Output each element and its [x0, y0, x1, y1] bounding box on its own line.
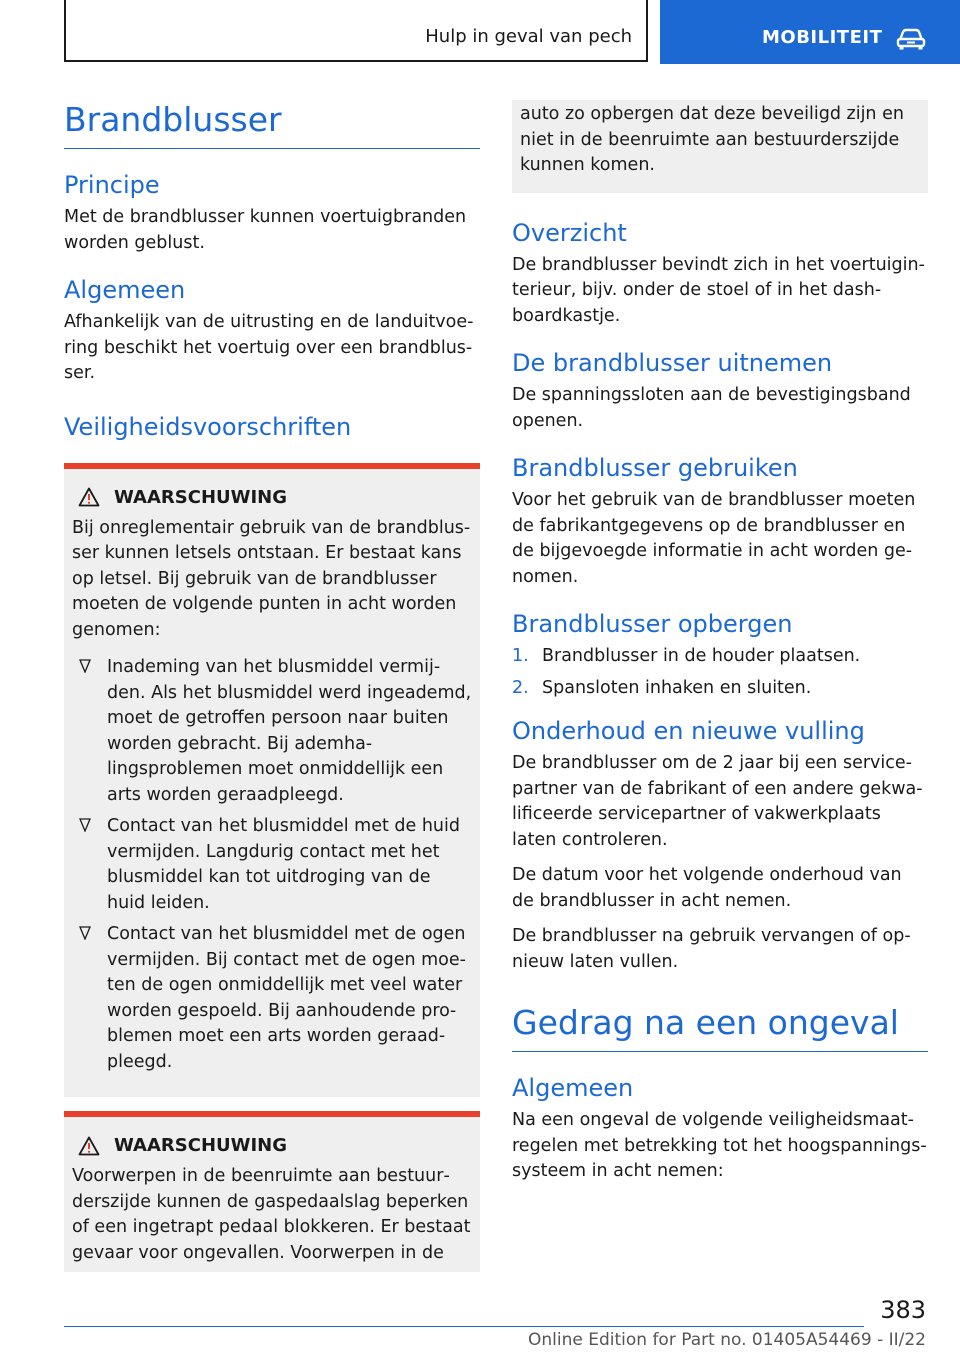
section-title-block	[512, 1001, 928, 1052]
step-text: Brandblusser in de houder plaatsen.	[542, 646, 861, 666]
warning-triangle-icon	[78, 1136, 100, 1156]
step-text: Spansloten inhaken en sluiten.	[542, 677, 812, 698]
warning-label: WAARSCHUWING	[114, 1135, 288, 1156]
heading-algemeen: Algemeen	[64, 276, 186, 304]
heading-opbergen: Brandblusser opbergen	[512, 610, 793, 638]
triangle-bullet-icon	[79, 659, 91, 673]
heading-uitnemen: De brandblusser uitnemen	[512, 349, 833, 377]
warning-header	[72, 487, 472, 508]
warning-text: Bij onreglementair gebruik van de brandblusser kunnen letsels ontstaan. Er bestaat kans op letsel. Bij gebruik van de brandblusser moeten de volgende punten in acht worden genomen:	[72, 517, 471, 640]
triangle-bullet-icon	[79, 818, 91, 832]
triangle-bullet-icon	[79, 926, 91, 940]
step-number: 1.	[512, 646, 529, 666]
paragraph-onderhoud-3: De brandblusser na gebruik vervangen of opnieuw laten vullen.	[512, 926, 911, 972]
warning-continuation	[512, 100, 928, 193]
step-number: 2.	[512, 677, 529, 698]
heading-gebruiken: Brandblusser gebruiken	[512, 454, 798, 482]
list-item-text: Contact van het blusmiddel met de huid vermijden. Langdurig contact met het blusmiddel kan tot uitdroging van de huid leiden.	[107, 816, 460, 913]
header-section-box	[64, 0, 648, 62]
list-item	[72, 655, 472, 808]
section-title-gedrag: Gedrag na een ongeval	[512, 1003, 899, 1042]
page-title: Brandblusser	[64, 100, 282, 139]
warning-triangle-icon	[78, 487, 100, 507]
footer-rule	[64, 1326, 864, 1327]
warning-label: WAARSCHUWING	[114, 486, 288, 508]
step-item	[512, 644, 928, 670]
list-item	[72, 922, 472, 1075]
steps-list	[512, 644, 928, 701]
title-block	[64, 98, 480, 149]
warning-header	[72, 1135, 472, 1156]
warning-box-2	[64, 1111, 480, 1272]
heading-principe: Principe	[64, 171, 160, 199]
chapter-title: MOBILITEIT	[762, 27, 883, 48]
chapter-tab	[660, 0, 960, 64]
list-item-text: Contact van het blusmiddel met de ogen vermijden. Bij contact met de ogen moeten de ogen onmiddellijk met veel water worden gespoeld. Bij aanhoudende problemen moet een arts worden geraadpleegd.	[107, 924, 466, 1072]
right-column	[512, 100, 928, 1195]
paragraph-uitnemen: De spanningssloten aan de bevestigingsband openen.	[512, 385, 911, 431]
paragraph-gedrag: Na een ongeval de volgende veiligheidsmaatregelen met betrekking tot het hoogspanningssysteem in acht nemen:	[512, 1110, 927, 1181]
step-item	[512, 676, 928, 702]
edition-text: Online Edition for Part no. 01405A54469 - II/22	[527, 1330, 926, 1350]
paragraph-algemeen: Afhankelijk van de uitrusting en de landuitvoering beschikt het voertuig over een brandblusser.	[64, 312, 474, 383]
page-number: 383	[880, 1296, 926, 1324]
warning-text: Voorwerpen in de beenruimte aan bestuurderszijde kunnen de gaspedaalslag beperken of een ingetrapt pedaal blokkeren. Er bestaat gevaar voor ongevallen. Voorwerpen in de	[72, 1166, 471, 1263]
heading-veiligheid: Veiligheidsvoorschriften	[64, 412, 352, 441]
warning-box-1	[64, 463, 480, 1098]
paragraph-onderhoud-1: De brandblusser om de 2 jaar bij een servicepartner van de fabrikant of een andere gekwalificeerde servicepartner of vakwerkplaats laten controleren.	[512, 753, 923, 850]
paragraph-principe: Met de brandblusser kunnen voertuigbranden worden geblust.	[64, 207, 467, 253]
heading-overzicht: Overzicht	[512, 218, 627, 247]
paragraph-gebruiken: Voor het gebruik van de brandblusser moeten de fabrikantgegevens op de brandblusser en de bijgevoegde informatie in acht worden genomen.	[512, 490, 916, 587]
car-icon	[896, 28, 926, 50]
heading-onderhoud: Onderhoud en nieuwe vulling	[512, 717, 865, 745]
paragraph-overzicht: De brandblusser bevindt zich in het voertuiginterieur, bijv. onder de stoel of in het dashboardkastje.	[512, 254, 925, 326]
paragraph-onderhoud-2: De datum voor het volgende onderhoud van de brandblusser in acht nemen.	[512, 865, 902, 911]
warning-list	[72, 655, 472, 1075]
warning-continuation-text: auto zo opbergen dat deze beveiligd zijn en niet in de beenruimte aan bestuurderszijde kunnen komen.	[520, 104, 904, 175]
heading-gedrag-algemeen: Algemeen	[512, 1074, 634, 1102]
list-item-text: Inademing van het blusmiddel vermijden. Als het blusmiddel werd ingeademd, moet de getroffen persoon naar buiten worden gebracht. Bij ademhalingsproblemen moet onmiddellijk een arts worden geraadpleegd.	[107, 657, 472, 805]
list-item	[72, 814, 472, 916]
section-title: Hulp in geval van pech	[425, 26, 632, 47]
left-column	[64, 98, 480, 1272]
